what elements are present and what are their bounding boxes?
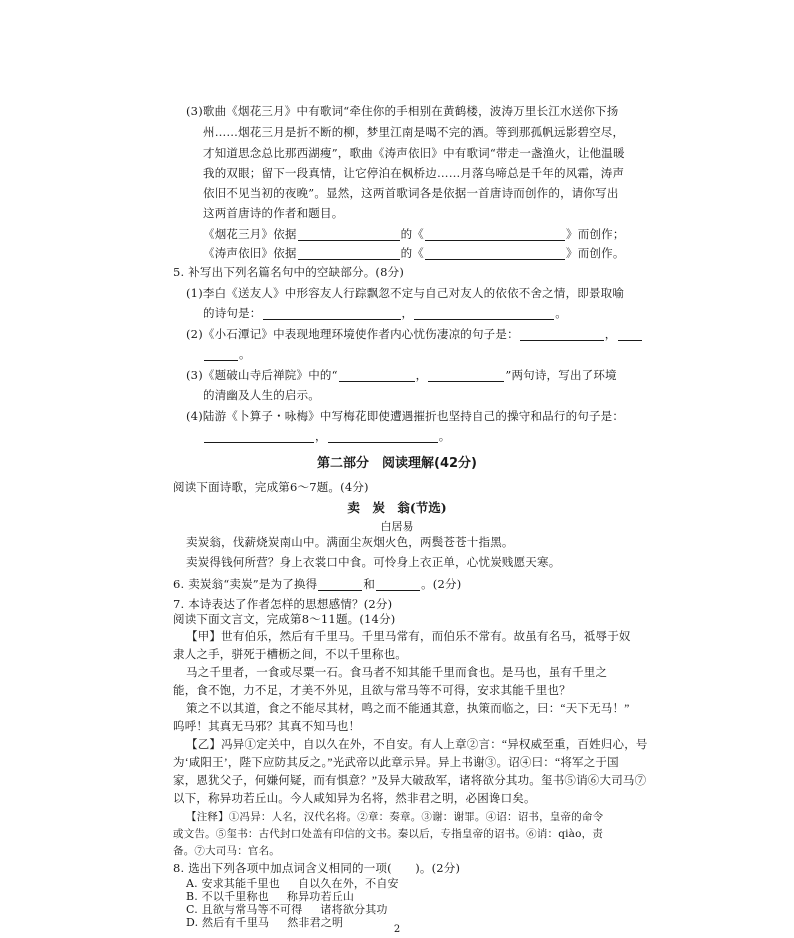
notes-line-2: 或文告。⑤玺书：古代封口处盖有印信的文书。秦以后，专指皇帝的诏书。⑥诮：qiào，责 (173, 828, 604, 840)
q3-fill-1-mid: 的《 (400, 227, 425, 241)
q8-option-pair: 诸将欲分其功 (320, 903, 388, 916)
q3-line-5: 依旧不见当初的夜晚”。显然，这两首歌词各是依据一首唐诗而创作的，请你写出 (203, 186, 619, 200)
q5-s1-line-2 (203, 306, 567, 320)
q3-line-6: 这两首唐诗的作者和题目。 (203, 206, 344, 220)
q6-mid: 和 (363, 577, 376, 591)
q5-s4-line-2 (203, 429, 450, 443)
q5-s3-after: ”两句诗，写出了环境 (505, 368, 617, 382)
q3-line-3: 才知道思念总比那西湖瘦”，歌曲《涛声依旧》中有歌词“带走一盏渔火，让他温暖 (203, 146, 625, 160)
q3-fill-1-prefix: 《烟花三月》依据 (203, 227, 297, 241)
notes-line-3: 备。⑦大司马：官名。 (173, 845, 280, 857)
q8-option-pair: 称异功若丘山 (286, 890, 355, 903)
answer-blank[interactable] (618, 329, 642, 341)
q5-s3-label: (3)《题破山寺后禅院》中的“ (186, 368, 338, 382)
q5-s4-sep: ， (315, 429, 327, 443)
yi-line-4: 以下，称异功若丘山。今人咸知异为名将，然非君之明，必困谗口矣。 (173, 793, 536, 805)
q5-s4-end: 。 (438, 429, 451, 443)
q8-option-label: D. 然后有千里马 (186, 916, 270, 929)
jia-line-1: 【甲】世有伯乐，然后有千里马。千里马常有，而伯乐不常有。故虽有名马，祗辱于奴 (186, 631, 631, 643)
answer-blank[interactable] (414, 308, 554, 320)
q5-s3-line-2: 的清幽及人生的启示。 (203, 388, 320, 402)
answer-blank[interactable] (204, 349, 238, 361)
q5-s1-end: 。 (555, 306, 567, 320)
q8-stem: 8. 选出下列各项中加点词含义相同的一项( )。(2分) (173, 861, 461, 875)
answer-blank[interactable] (425, 229, 565, 241)
q3-fill-2 (203, 246, 625, 260)
answer-blank[interactable] (328, 431, 438, 443)
jia-line-4: 能，食不饱，力不足，才美不外见，且欲与常马等不可得，安求其能千里也？ (173, 685, 571, 697)
answer-blank[interactable] (318, 579, 362, 591)
q8-option-label: B. 不以千里称也 (186, 890, 269, 903)
q6-suffix: 。(2分) (421, 577, 462, 591)
jia-line-5: 策之不以其道，食之不能尽其材，鸣之而不能通其意，执策而临之，曰：“天下无马！” (186, 703, 630, 715)
q5-s2-sep: ， (604, 327, 617, 341)
answer-blank[interactable] (520, 329, 604, 341)
q5-s1-sep: ， (401, 306, 414, 320)
jia-line-2: 隶人之手，骈死于槽枥之间，不以千里称也。 (173, 649, 407, 661)
poem-intro: 阅读下面诗歌，完成第6～7题。(4分) (173, 480, 369, 494)
yi-line-2: 为‘咸阳王’，陛下应防其反之。”光武帝以此章示异。异上书谢③。诏④曰：“将军之于国 (173, 757, 619, 769)
answer-blank[interactable] (204, 431, 314, 443)
jia-line-6: 呜呼！其真无马邪？其真不知马也！ (173, 721, 361, 733)
yi-line-3: 家，恩犹父子，何嫌何疑，而有惧意？”及异大破敌军，诸将欲分其功。玺书⑤诮⑥大司马⑦ (173, 775, 647, 787)
answer-blank[interactable] (425, 248, 565, 260)
q5-s2-label: (2)《小石潭记》中表现地理环境使作者内心忧伤凄凉的句子是： (186, 327, 519, 341)
q8-option-label: C. 且欲与常马等不可得 (186, 903, 303, 916)
q3-fill-1-suffix: 》而创作； (566, 227, 625, 241)
page-number: 2 (393, 924, 401, 935)
q5-s3-line-1 (186, 368, 617, 382)
q3-line-1: (3)歌曲《烟花三月》中有歌词“牵住你的手相别在黄鹤楼，波涛万里长江水送你下扬 (186, 104, 619, 118)
answer-blank[interactable] (298, 248, 400, 260)
q5-s1-line-1: (1)李白《送友人》中形容友人行踪飘忽不定与自己对友人的依依不舍之情，即景取喻 (186, 286, 625, 300)
q5-s4-line-1: (4)陆游《卜算子・咏梅》中写梅花即使遭遇摧折也坚持自己的操守和品行的句子是： (186, 409, 625, 423)
q5-s2-line-2 (203, 347, 251, 361)
q6 (173, 577, 461, 591)
q8-option-pair: 自以久在外，不自安 (297, 877, 399, 890)
q5-s2-line-1 (186, 327, 643, 341)
poem-author: 白居易 (380, 520, 414, 533)
q3-line-2: 州……烟花三月是折不断的柳，梦里江南是喝不完的酒。等到那孤帆远影碧空尽， (203, 125, 625, 139)
q5-s1-label: 的诗句是： (203, 306, 262, 320)
q3-fill-2-prefix: 《涛声依旧》依据 (203, 246, 297, 260)
poem-title: 卖 炭 翁(节选) (347, 500, 447, 515)
q8-option-label: A. 安求其能千里也 (186, 877, 280, 890)
q3-fill-2-suffix: 》而创作。 (566, 246, 625, 260)
q3-fill-2-mid: 的《 (400, 246, 425, 260)
section-title: 第二部分 阅读理解(42分) (317, 456, 477, 471)
q3-fill-1 (203, 227, 625, 241)
yi-line-1: 【乙】冯异①定关中，自以久在外，不自安。有人上章②言：“异权威至重，百姓归心，号 (186, 739, 648, 751)
notes-line-1: 【注释】①冯异：人名，汉代名将。②章：奏章。③谢：谢罪。④诏：诏书，皇帝的命令 (186, 811, 604, 823)
q6-prefix: 6. 卖炭翁“卖炭”是为了换得 (173, 577, 318, 591)
answer-blank[interactable] (376, 579, 420, 591)
q5-heading: 5. 补写出下列名篇名句中的空缺部分。(8分) (173, 265, 405, 279)
answer-blank[interactable] (263, 308, 401, 320)
jia-line-3: 马之千里者，一食或尽粟一石。食马者不知其能千里而食也。是马也，虽有千里之 (186, 667, 608, 679)
q7: 7. 本诗表达了作者怎样的思想感情？(2分) (173, 597, 393, 611)
answer-blank[interactable] (298, 229, 400, 241)
poem-line-2: 卖炭得钱何所营？身上衣裳口中食。可怜身上衣正单，心忧炭贱愿天寒。 (186, 557, 561, 569)
q3-line-4: 我的双眼；留下一段真情，让它停泊在枫桥边……月落乌啼总是千年的风霜，涛声 (203, 166, 625, 180)
q5-s3-sep: ， (415, 368, 428, 382)
poem-line-1: 卖炭翁，伐薪烧炭南山中。满面尘灰烟火色，两鬓苍苍十指黑。 (186, 537, 514, 549)
answer-blank[interactable] (339, 370, 415, 382)
answer-blank[interactable] (428, 370, 504, 382)
q5-s2-end: 。 (239, 347, 251, 361)
q8-option-pair: 然非君之明 (287, 916, 344, 929)
classical-intro: 阅读下面文言文，完成第8～11题。(14分) (173, 612, 396, 626)
